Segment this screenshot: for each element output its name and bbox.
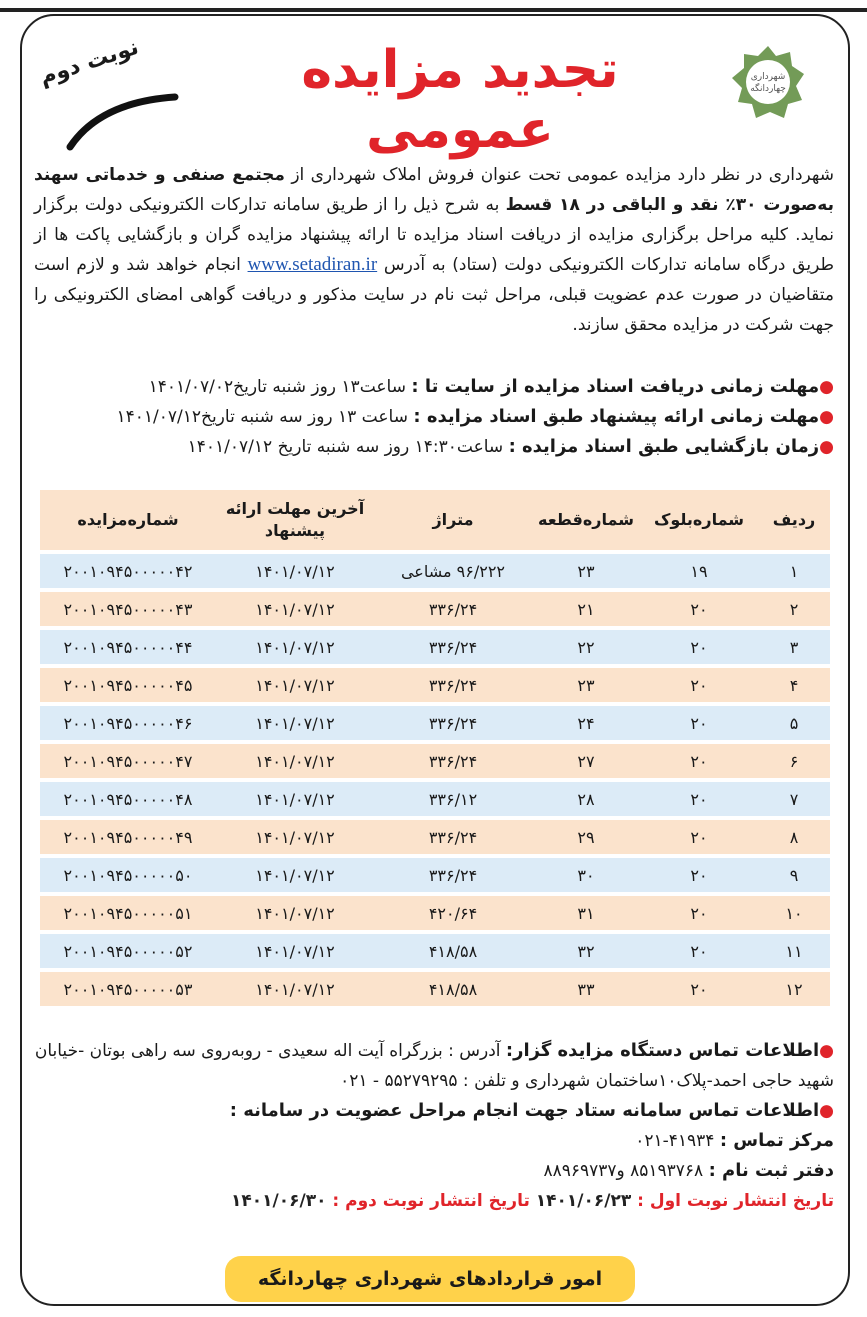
- publication-dates: [34, 1186, 834, 1216]
- col-header-parcel: شماره‌قطعه: [532, 490, 640, 550]
- notice-title: تجدید مزایده عمومی: [301, 40, 619, 160]
- top-rule: [0, 8, 867, 12]
- round-label: نوبت دوم: [36, 34, 142, 91]
- cell-parcel: ۲۸: [532, 782, 640, 816]
- cell-row-no: ۶: [758, 744, 830, 778]
- cell-row-no: ۸: [758, 820, 830, 854]
- cell-row-no: ۴: [758, 668, 830, 702]
- deadline-item: [34, 372, 834, 402]
- cell-auction-no: ۲۰۰۱۰۹۴۵۰۰۰۰۰۴۳: [40, 592, 216, 626]
- cell-auction-no: ۲۰۰۱۰۹۴۵۰۰۰۰۰۵۲: [40, 934, 216, 968]
- setadiran-link[interactable]: www.setadiran.ir: [247, 254, 378, 275]
- cell-deadline: ۱۴۰۱/۰۷/۱۲: [216, 972, 374, 1006]
- registration-office: [34, 1156, 834, 1186]
- cell-parcel: ۳۳: [532, 972, 640, 1006]
- cell-auction-no: ۲۰۰۱۰۹۴۵۰۰۰۰۰۴۲: [40, 554, 216, 588]
- cell-parcel: ۲۷: [532, 744, 640, 778]
- cell-parcel: ۲۳: [532, 554, 640, 588]
- deadline-item: [34, 432, 834, 462]
- bullet-icon: ●: [819, 377, 834, 397]
- organizer-contact: [34, 1036, 834, 1096]
- col-header-block: شماره‌بلوک: [640, 490, 758, 550]
- deadline-label: زمان بازگشایی طبق اسناد مزایده :: [508, 436, 820, 457]
- organizer-address: آدرس : بزرگراه آیت اله سعیدی - روبه‌روی سه راهی بوتان -خیابان شهید حاجی احمد-پلاک۱۰ساختمان شهرداری و تلفن : ۵۵۲۷۹۲۹۵ - ۰۲۱: [34, 1041, 834, 1091]
- cell-parcel: ۲۹: [532, 820, 640, 854]
- table-row: [40, 972, 830, 1006]
- cell-block: ۲۰: [640, 972, 758, 1006]
- table-row: [40, 820, 830, 854]
- lots-table: [40, 486, 830, 1010]
- cell-parcel: ۳۲: [532, 934, 640, 968]
- deadline-value: ساعت۱۴:۳۰ روز سه شنبه تاریخ ۱۴۰۱/۰۷/۱۲: [187, 437, 509, 457]
- cell-block: ۲۰: [640, 592, 758, 626]
- cell-area: ۳۳۶/۲۴: [374, 668, 532, 702]
- call-center: [34, 1126, 834, 1156]
- cell-auction-no: ۲۰۰۱۰۹۴۵۰۰۰۰۰۵۰: [40, 858, 216, 892]
- call-center-label: مرکز تماس :: [719, 1130, 834, 1151]
- cell-block: ۲۰: [640, 744, 758, 778]
- cell-block: ۲۰: [640, 706, 758, 740]
- table-row: [40, 630, 830, 664]
- deadline-label: مهلت زمانی ارائه پیشنهاد طبق اسناد مزایده :: [413, 406, 820, 427]
- pub1-value: ۱۴۰۱/۰۶/۲۳: [529, 1191, 638, 1211]
- cell-block: ۲۰: [640, 668, 758, 702]
- deadline-value: ساعت ۱۳ روز سه شنبه تاریخ۱۴۰۱/۰۷/۱۲: [116, 407, 414, 427]
- table-row: [40, 744, 830, 778]
- setad-contact-label: اطلاعات تماس سامانه ستاد جهت انجام مراحل عضویت در سامانه :: [229, 1100, 820, 1121]
- table-header-row: [40, 490, 830, 550]
- cell-area: ۴۱۸/۵۸: [374, 972, 532, 1006]
- cell-auction-no: ۲۰۰۱۰۹۴۵۰۰۰۰۰۴۹: [40, 820, 216, 854]
- organizer-contact-label: اطلاعات تماس دستگاه مزایده گزار:: [505, 1040, 820, 1061]
- cell-row-no: ۳: [758, 630, 830, 664]
- cell-row-no: ۱۲: [758, 972, 830, 1006]
- cell-auction-no: ۲۰۰۱۰۹۴۵۰۰۰۰۰۵۳: [40, 972, 216, 1006]
- col-header-deadline: آخرین مهلت ارائه پیشنهاد: [216, 490, 374, 550]
- cell-parcel: ۳۰: [532, 858, 640, 892]
- bullet-icon: ●: [819, 407, 834, 427]
- cell-block: ۲۰: [640, 896, 758, 930]
- cell-parcel: ۲۱: [532, 592, 640, 626]
- intro-text-3: انجام خواهد شد و لازم است متقاضیان در صورت عدم عضویت قبلی، مراحل ثبت نام در سایت مذکور و دریافت گواهی امضای الکترونیکی را جهت شرکت در مزایده محقق سازند.: [34, 255, 834, 335]
- cell-auction-no: ۲۰۰۱۰۹۴۵۰۰۰۰۰۴۵: [40, 668, 216, 702]
- deadline-value: ساعت۱۳ روز شنبه تاریخ۱۴۰۱/۰۷/۰۲: [148, 377, 412, 397]
- cell-row-no: ۹: [758, 858, 830, 892]
- setad-contact: [34, 1096, 834, 1126]
- cell-deadline: ۱۴۰۱/۰۷/۱۲: [216, 858, 374, 892]
- svg-text:چهاردانگه: چهاردانگه: [750, 84, 786, 94]
- registration-office-value: ۸۵۱۹۳۷۶۸ و۸۸۹۶۹۷۳۷: [543, 1161, 704, 1181]
- col-header-row-no: ردیف: [758, 490, 830, 550]
- table-row: [40, 706, 830, 740]
- bullet-icon: ●: [819, 1101, 834, 1121]
- contact-section: [34, 1036, 834, 1216]
- call-center-value: ۴۱۹۳۴-۰۲۱: [635, 1131, 715, 1151]
- table-row: [40, 592, 830, 626]
- cell-deadline: ۱۴۰۱/۰۷/۱۲: [216, 820, 374, 854]
- pub2-value: ۱۴۰۱/۰۶/۳۰: [231, 1191, 333, 1211]
- cell-area: ۳۳۶/۲۴: [374, 820, 532, 854]
- cell-block: ۲۰: [640, 934, 758, 968]
- table-row: [40, 668, 830, 702]
- cell-auction-no: ۲۰۰۱۰۹۴۵۰۰۰۰۰۴۸: [40, 782, 216, 816]
- cell-parcel: ۲۲: [532, 630, 640, 664]
- cell-row-no: ۵: [758, 706, 830, 740]
- cell-row-no: ۱۱: [758, 934, 830, 968]
- cell-block: ۲۰: [640, 630, 758, 664]
- cell-block: ۲۰: [640, 858, 758, 892]
- table-row: [40, 554, 830, 588]
- cell-row-no: ۲: [758, 592, 830, 626]
- pub1-label: تاریخ انتشار نوبت اول :: [637, 1191, 834, 1211]
- municipality-logo-icon: [730, 44, 806, 120]
- cell-auction-no: ۲۰۰۱۰۹۴۵۰۰۰۰۰۴۷: [40, 744, 216, 778]
- table-row: [40, 858, 830, 892]
- table-row: [40, 896, 830, 930]
- cell-area: ۴۲۰/۶۴: [374, 896, 532, 930]
- cell-row-no: ۱۰: [758, 896, 830, 930]
- svg-text:شهرداری: شهرداری: [750, 72, 786, 82]
- cell-area: ۳۳۶/۲۴: [374, 706, 532, 740]
- cell-deadline: ۱۴۰۱/۰۷/۱۲: [216, 744, 374, 778]
- cell-area: ۴۱۸/۵۸: [374, 934, 532, 968]
- col-header-area: متراژ: [374, 490, 532, 550]
- bullet-icon: ●: [819, 437, 834, 457]
- deadline-label: مهلت زمانی دریافت اسناد مزایده از سایت تا :: [411, 376, 820, 397]
- footer-banner: امور قراردادهای شهرداری چهاردانگه: [225, 1256, 635, 1302]
- cell-deadline: ۱۴۰۱/۰۷/۱۲: [216, 592, 374, 626]
- cell-block: ۲۰: [640, 782, 758, 816]
- col-header-auction-no: شماره‌مزایده: [40, 490, 216, 550]
- cell-deadline: ۱۴۰۱/۰۷/۱۲: [216, 896, 374, 930]
- cell-block: ۲۰: [640, 820, 758, 854]
- pub2-label: تاریخ انتشار نوبت دوم :: [332, 1191, 530, 1211]
- cell-row-no: ۱: [758, 554, 830, 588]
- cell-auction-no: ۲۰۰۱۰۹۴۵۰۰۰۰۰۵۱: [40, 896, 216, 930]
- cell-parcel: ۲۴: [532, 706, 640, 740]
- cell-deadline: ۱۴۰۱/۰۷/۱۲: [216, 934, 374, 968]
- intro-paragraph: [34, 160, 834, 340]
- bullet-icon: ●: [819, 1041, 834, 1061]
- cell-row-no: ۷: [758, 782, 830, 816]
- intro-bold: مجتمع صنفی و خدماتی سهند به‌صورت ۳۰٪ نقد و الباقی در ۱۸ قسط: [34, 165, 834, 215]
- cell-deadline: ۱۴۰۱/۰۷/۱۲: [216, 782, 374, 816]
- deadlines-list: [34, 372, 834, 462]
- registration-office-label: دفتر ثبت نام :: [708, 1160, 834, 1181]
- swoosh-decoration: [60, 92, 180, 152]
- table-row: [40, 934, 830, 968]
- cell-deadline: ۱۴۰۱/۰۷/۱۲: [216, 554, 374, 588]
- deadline-item: [34, 402, 834, 432]
- cell-area: ۳۳۶/۲۴: [374, 630, 532, 664]
- cell-area: ۳۳۶/۲۴: [374, 858, 532, 892]
- cell-deadline: ۱۴۰۱/۰۷/۱۲: [216, 706, 374, 740]
- cell-auction-no: ۲۰۰۱۰۹۴۵۰۰۰۰۰۴۴: [40, 630, 216, 664]
- cell-parcel: ۲۳: [532, 668, 640, 702]
- intro-text-2: به شرح ذیل را از طریق سامانه تدارکات الکترونیکی دولت برگزار نماید. کلیه مراحل برگزاری مزایده از دریافت اسناد مزایده تا ارائه پیشنهاد مزایده گران و بازگشایی پاکت ها از طریق درگاه سامانه تدارکات الکترونیکی دولت (ستاد) به آدرس: [34, 195, 834, 275]
- cell-area: ۳۳۶/۲۴: [374, 744, 532, 778]
- cell-deadline: ۱۴۰۱/۰۷/۱۲: [216, 668, 374, 702]
- table-row: [40, 782, 830, 816]
- cell-auction-no: ۲۰۰۱۰۹۴۵۰۰۰۰۰۴۶: [40, 706, 216, 740]
- cell-parcel: ۳۱: [532, 896, 640, 930]
- intro-text-1: شهرداری در نظر دارد مزایده عمومی تحت عنوان فروش املاک شهرداری از: [284, 165, 834, 185]
- cell-deadline: ۱۴۰۱/۰۷/۱۲: [216, 630, 374, 664]
- cell-area: ۳۳۶/۲۴: [374, 592, 532, 626]
- cell-area: ۹۶/۲۲۲ مشاعی: [374, 554, 532, 588]
- cell-block: ۱۹: [640, 554, 758, 588]
- cell-area: ۳۳۶/۱۲: [374, 782, 532, 816]
